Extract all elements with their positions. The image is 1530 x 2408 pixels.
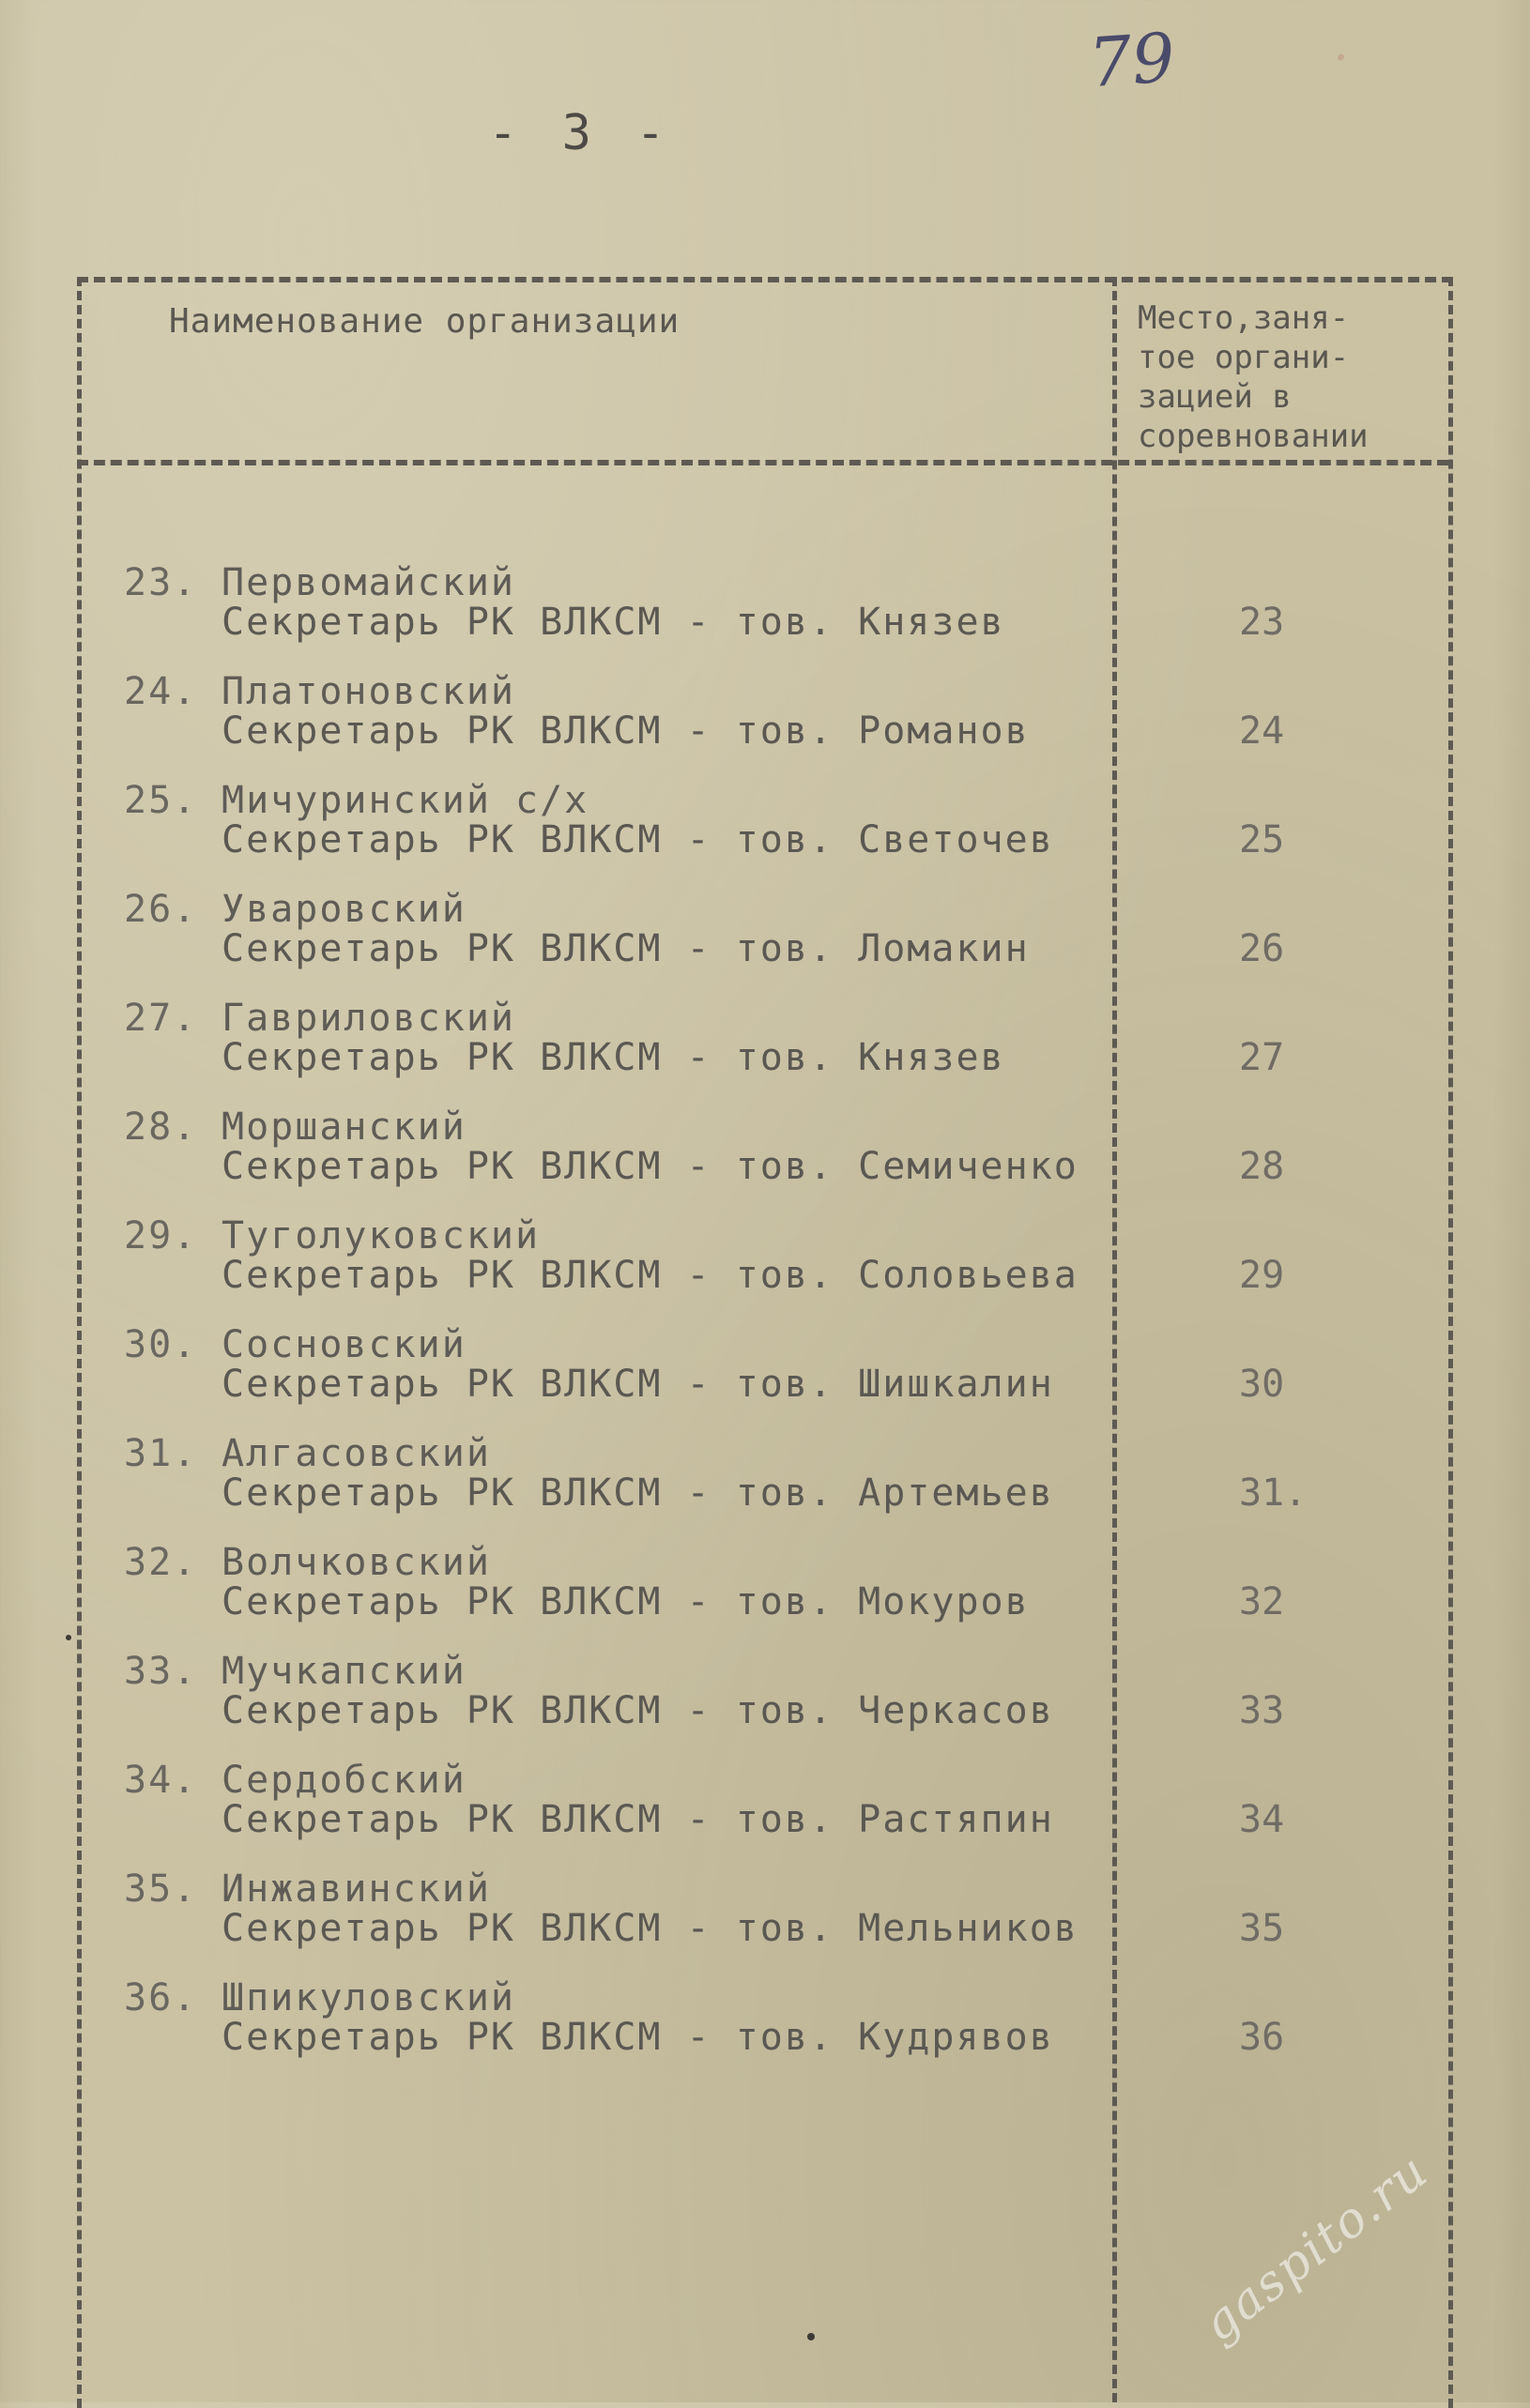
row-number: 32.: [124, 1541, 198, 1584]
secretary-line: Секретарь РК ВЛКСМ - тов. Князев: [222, 601, 1005, 644]
table-row: [0, 1541, 1530, 1644]
secretary-line: Секретарь РК ВЛКСМ - тов. Соловьева: [222, 1254, 1079, 1297]
place-value: 28: [1239, 1145, 1285, 1188]
secretary-line: Секретарь РК ВЛКСМ - тов. Черкасов: [222, 1689, 1054, 1732]
secretary-line: Секретарь РК ВЛКСМ - тов. Романов: [222, 709, 1030, 753]
page-number: - 3 -: [488, 105, 673, 161]
table-row: [0, 1867, 1530, 1971]
organization-name: Моршанский: [222, 1105, 467, 1149]
row-number: 25.: [124, 779, 198, 822]
table-row: [0, 997, 1530, 1100]
header-place: [1138, 298, 1447, 456]
secretary-line: Секретарь РК ВЛКСМ - тов. Растяпин: [222, 1798, 1054, 1841]
table-row: [0, 561, 1530, 664]
secretary-line: Секретарь РК ВЛКСМ - тов. Светочев: [222, 818, 1054, 861]
place-value: 26: [1239, 927, 1285, 970]
row-number: 24.: [124, 670, 198, 713]
watermark: gaspito.ru: [1192, 2142, 1440, 2354]
table-row: [0, 1432, 1530, 1535]
organization-name: Сердобский: [222, 1759, 467, 1802]
place-value: 31.: [1239, 1471, 1308, 1515]
organization-name: Туголуковский: [222, 1214, 541, 1257]
place-value: 30: [1239, 1363, 1285, 1406]
row-number: 33.: [124, 1650, 198, 1693]
place-value: 27: [1239, 1036, 1285, 1079]
table-row: [0, 670, 1530, 773]
table-row: [0, 888, 1530, 991]
place-value: 35: [1239, 1907, 1285, 1950]
header-place-line: тое органи-: [1138, 339, 1350, 376]
place-value: 32: [1239, 1580, 1285, 1623]
row-number: 27.: [124, 997, 198, 1040]
place-value: 33: [1239, 1689, 1285, 1732]
row-number: 36.: [124, 1976, 198, 2019]
place-value: 25: [1239, 818, 1285, 861]
place-value: 29: [1239, 1254, 1285, 1297]
organization-name: Алгасовский: [222, 1432, 491, 1475]
row-number: 28.: [124, 1105, 198, 1149]
secretary-line: Секретарь РК ВЛКСМ - тов. Князев: [222, 1036, 1005, 1079]
secretary-line: Секретарь РК ВЛКСМ - тов. Мокуров: [222, 1580, 1030, 1623]
organization-name: Шпикуловский: [222, 1976, 515, 2019]
table-row: [0, 1650, 1530, 1753]
organization-name: Платоновский: [222, 670, 515, 713]
header-rule: [77, 460, 1448, 465]
table-row: [0, 1214, 1530, 1318]
organization-name: Гавриловский: [222, 997, 515, 1040]
row-number: 23.: [124, 561, 198, 604]
table-row: [0, 1759, 1530, 1862]
archive-number-faint: ·: [1333, 28, 1350, 87]
table-row: [0, 1323, 1530, 1426]
organization-name: Первомайский: [222, 561, 515, 604]
secretary-line: Секретарь РК ВЛКСМ - тов. Кудрявов: [222, 2016, 1054, 2059]
place-value: 34: [1239, 1798, 1285, 1841]
header-place-line: зацией в: [1138, 378, 1292, 416]
row-number: 35.: [124, 1867, 198, 1911]
row-number: 29.: [124, 1214, 198, 1257]
ink-speck: [807, 2333, 815, 2340]
secretary-line: Секретарь РК ВЛКСМ - тов. Ломакин: [222, 927, 1030, 970]
secretary-line: Секретарь РК ВЛКСМ - тов. Артемьев: [222, 1471, 1054, 1515]
place-value: 24: [1239, 709, 1285, 753]
secretary-line: Секретарь РК ВЛКСМ - тов. Шишкалин: [222, 1363, 1054, 1406]
place-value: 23: [1239, 601, 1285, 644]
header-place-line: Место,заня-: [1138, 299, 1350, 337]
organization-name: Волчковский: [222, 1541, 491, 1584]
table-row: [0, 1976, 1530, 2080]
organization-name: Сосновский: [222, 1323, 467, 1366]
organization-name: Мичуринский с/х: [222, 779, 589, 822]
organization-name: Уваровский: [222, 888, 467, 931]
archive-number: 79: [1086, 17, 1178, 103]
row-number: 26.: [124, 888, 198, 931]
row-number: 30.: [124, 1323, 198, 1366]
header-organization: Наименование организации: [169, 302, 681, 341]
row-number: 34.: [124, 1759, 198, 1802]
header-place-line: соревновании: [1138, 418, 1369, 455]
organization-name: Инжавинский: [222, 1867, 491, 1911]
secretary-line: Секретарь РК ВЛКСМ - тов. Семиченко: [222, 1145, 1079, 1188]
secretary-line: Секретарь РК ВЛКСМ - тов. Мельников: [222, 1907, 1079, 1950]
table-row: [0, 1105, 1530, 1209]
place-value: 36: [1239, 2016, 1285, 2059]
row-number: 31.: [124, 1432, 198, 1475]
ink-speck: [66, 1635, 71, 1640]
table-row: [0, 779, 1530, 882]
organization-name: Мучкапский: [222, 1650, 467, 1693]
